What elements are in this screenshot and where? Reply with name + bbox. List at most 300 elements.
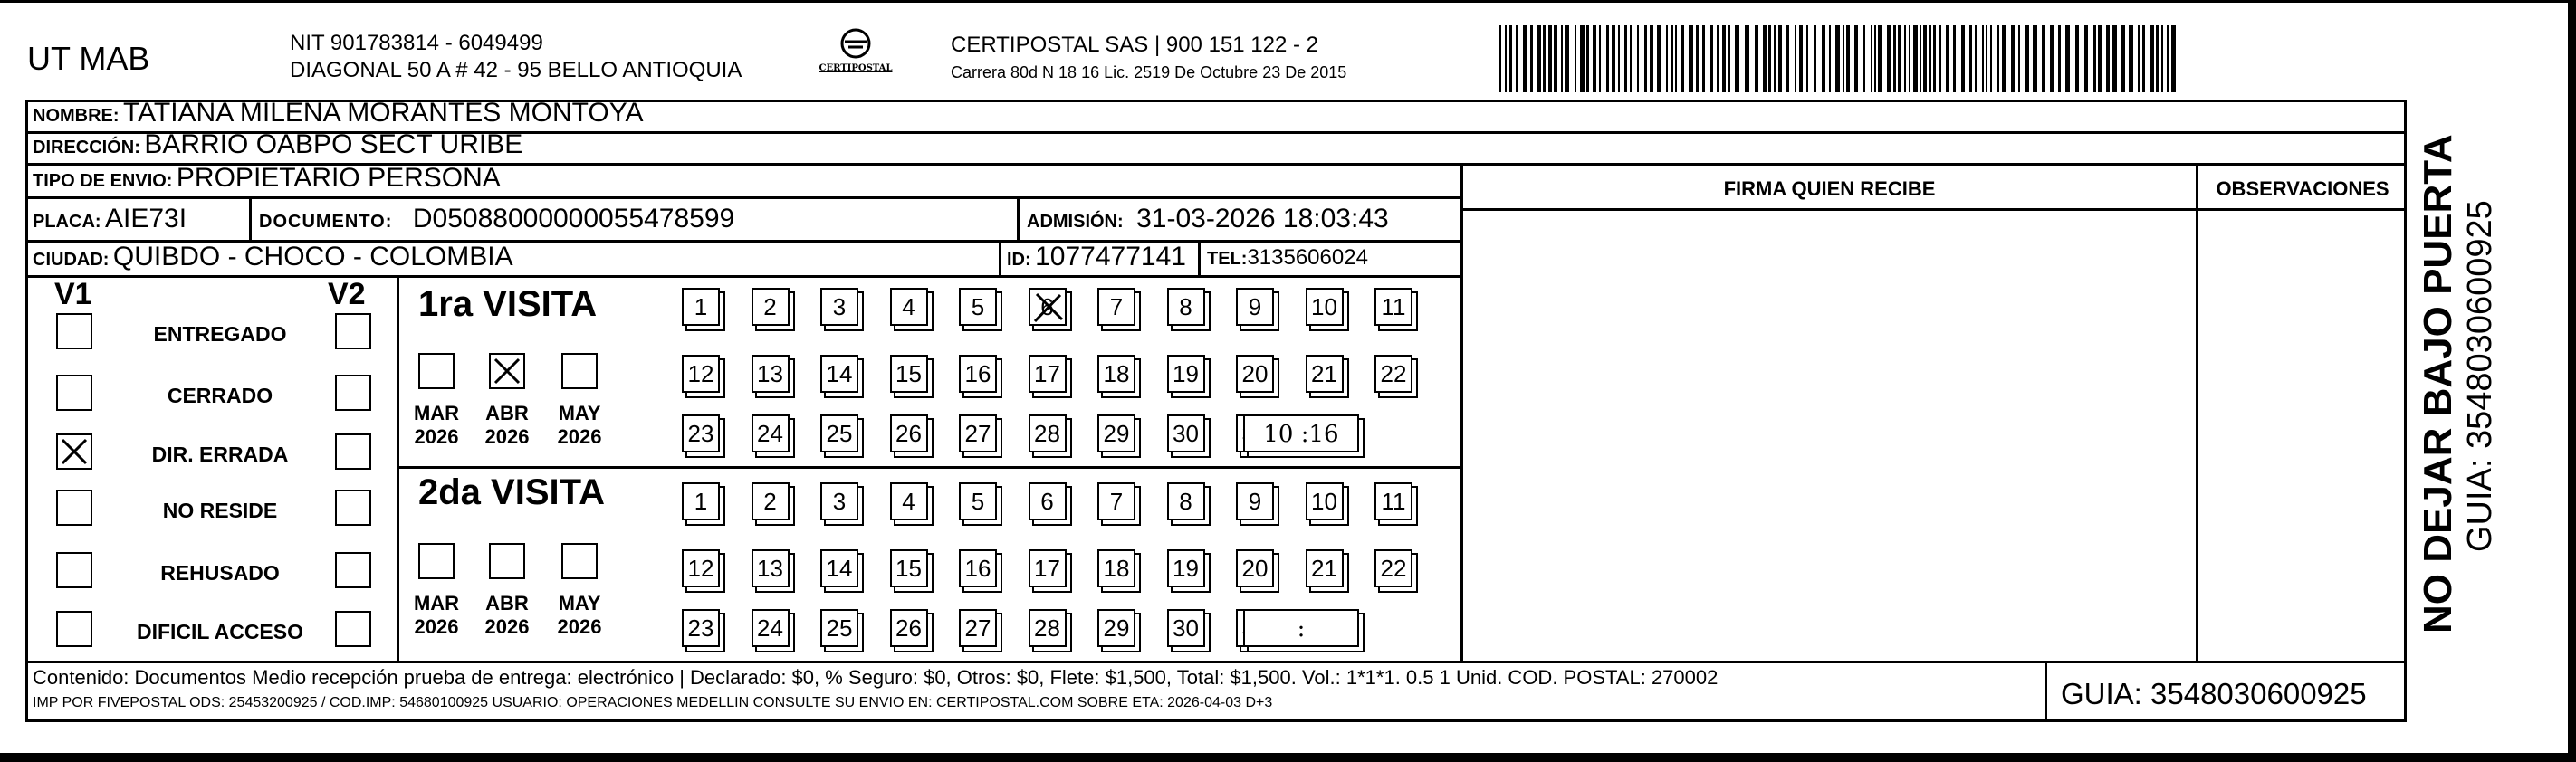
v2-checkbox[interactable] [335,611,371,647]
page-bottom-edge [0,753,2576,762]
barcode-bar [1499,25,1501,92]
day-number: 24 [757,420,783,447]
v1-checkbox[interactable] [56,433,92,470]
barcode-bar [1933,25,1936,92]
day-box[interactable] [959,414,997,452]
day-box[interactable] [1097,482,1135,520]
barcode-bar [1630,25,1632,92]
day-number: 5 [971,293,985,320]
day-box[interactable] [1029,414,1067,452]
day-number: 23 [687,420,714,447]
day-box[interactable] [682,414,720,452]
day-number: 28 [1034,420,1060,447]
day-box[interactable] [1029,609,1067,647]
day-box[interactable] [1097,609,1135,647]
barcode-bar [2167,25,2169,92]
day-box[interactable] [959,609,997,647]
v1-checkbox[interactable] [56,490,92,526]
status-label: DIFICIL ACCESO [136,620,303,643]
barcode-bar [1755,25,1758,92]
day-box[interactable] [1374,355,1412,393]
day-box[interactable] [1306,355,1344,393]
barcode-bar [2093,25,2096,92]
day-box[interactable] [820,355,858,393]
barcode-bar [1675,25,1677,92]
barcode-bar [1530,25,1533,92]
month-year: 2026 [557,425,602,448]
barcode-bar [2018,25,2020,92]
day-box[interactable] [1374,549,1412,587]
day-number: 28 [1034,614,1060,642]
day-number: 9 [1248,293,1262,320]
month-checkbox[interactable] [489,353,525,389]
check-x-icon [58,435,91,468]
day-number: 22 [1380,360,1407,387]
day-number: 12 [687,360,714,387]
day-box[interactable] [959,482,997,520]
day-number: 18 [1103,555,1130,582]
barcode-bar [2033,25,2037,92]
month-label [409,402,464,449]
footer-guia: GUIA: 3548030600925 [2061,677,2367,710]
day-box[interactable] [752,414,790,452]
day-number: 5 [971,488,985,515]
day-number: 12 [687,555,714,582]
barcode-bar [1565,25,1569,92]
barcode-bar [1606,25,1609,92]
barcode-bar [1929,25,1931,92]
barcode-bar [1509,25,1512,92]
month-label [480,592,534,639]
day-number: 24 [757,614,783,642]
day-box[interactable] [1097,288,1135,326]
day-box[interactable] [752,482,790,520]
day-box[interactable] [820,609,858,647]
barcode-bar [1717,25,1719,92]
day-number: 26 [895,614,922,642]
barcode-bar [1722,25,1726,92]
day-number: 30 [1173,420,1199,447]
tipo-row [33,163,501,194]
barcode-bar [1843,25,1844,92]
day-box[interactable] [1236,482,1274,520]
day-number: 27 [964,614,991,642]
day-box[interactable] [682,549,720,587]
month-year: 2026 [414,615,459,638]
admission-value: 31-03-2026 18:03:43 [1136,204,1389,233]
day-box[interactable] [1097,549,1135,587]
month-year: 2026 [484,425,530,448]
day-number: 22 [1380,555,1407,582]
barcode-bar [2106,25,2110,92]
barcode-bar [2171,25,2176,92]
barcode-bar [1505,25,1507,92]
day-box[interactable] [752,355,790,393]
day-box[interactable] [959,549,997,587]
day-number: 23 [687,614,714,642]
day-number: 11 [1381,293,1406,320]
signature-area[interactable] [1463,211,2196,661]
nombre-row [33,98,644,129]
v2-header: V2 [328,277,366,311]
barcode-bar [1774,25,1776,92]
page-right-edge [2568,0,2576,762]
day-box[interactable] [752,549,790,587]
barcode-bar [1806,25,1808,92]
barcode-bar [1735,25,1739,92]
day-box[interactable] [1167,609,1205,647]
barcode-bar [2156,25,2159,92]
day-box[interactable] [890,609,928,647]
barcode-bar [1580,25,1585,92]
month-checkbox[interactable] [561,543,598,579]
barcode-bar [2138,25,2140,92]
day-box[interactable] [1029,355,1067,393]
month-name: MAY [558,402,601,424]
barcode-bar [1997,25,1999,92]
day-box[interactable] [1167,549,1205,587]
day-box[interactable] [890,355,928,393]
barcode-bar [1543,25,1546,92]
barcode-bar [2058,25,2061,92]
barcode-bar [2112,25,2117,92]
barcode-bar [1599,25,1601,92]
day-number: 19 [1173,360,1199,387]
day-box[interactable] [959,288,997,326]
barcode-bar [1898,25,1901,92]
barcode-bar [1637,25,1639,92]
day-number: 17 [1034,555,1060,582]
barcode-bar [1799,25,1803,92]
barcode-bar [1548,25,1552,92]
barcode-bar [1575,25,1576,92]
day-number: 2 [763,488,777,515]
day-box[interactable] [1236,288,1274,326]
v1-header: V1 [54,277,92,311]
barcode-bar [1969,25,1972,92]
barcode-bar [2042,25,2045,92]
day-number: 21 [1311,360,1337,387]
day-number: 3 [832,293,847,320]
v2-checkbox[interactable] [335,490,371,526]
barcode-bar [1745,25,1749,92]
status-label: CERRADO [167,384,273,407]
v2-checkbox[interactable] [335,433,371,470]
barcode-bar [1554,25,1557,92]
day-box[interactable] [682,288,720,326]
month-name: MAR [413,592,460,614]
month-name: MAR [413,402,460,424]
day-number: 15 [895,555,922,582]
observations-area[interactable] [2198,211,2407,661]
day-number: 30 [1173,614,1199,642]
status-label: DIR. ERRADA [151,443,289,466]
barcode-bar [1786,25,1789,92]
time-box[interactable] [1243,414,1359,452]
day-box[interactable] [752,288,790,326]
barcode-bar [1586,25,1589,92]
document-value: D05088000000055478599 [412,204,735,233]
recipient-address: BARRIO OABPO SECT URIBE [144,129,523,159]
day-number: 3 [832,488,847,515]
barcode-bar [1990,25,1992,92]
day-number: 7 [1109,293,1124,320]
barcode-bar [1795,25,1796,92]
day-box[interactable] [1097,414,1135,452]
barcode-bar [2129,25,2133,92]
barcode-bar [2084,25,2088,92]
status-label: ENTREGADO [153,322,287,346]
day-box[interactable] [1029,288,1067,326]
day-number: 16 [964,555,991,582]
barcode-bar [1778,25,1782,92]
certipostal-logo-icon [815,25,896,89]
observaciones-header: OBSERVACIONES [2216,177,2389,200]
barcode-bar [1814,25,1816,92]
v1-checkbox[interactable] [56,313,92,349]
day-box[interactable] [1167,288,1205,326]
barcode-bar [1696,25,1699,92]
day-box[interactable] [820,414,858,452]
barcode-bar [1612,25,1615,92]
barcode-bar [1516,25,1518,92]
day-number: 29 [1103,420,1130,447]
barcode-bar [2025,25,2029,92]
barcode-bar [1728,25,1730,92]
month-checkbox[interactable] [561,353,598,389]
header [0,0,2390,100]
day-number: 20 [1241,360,1269,387]
barcode-bar [1593,25,1596,92]
tel-label: TEL: [1207,249,1248,269]
day-box[interactable] [820,288,858,326]
month-checkbox[interactable] [489,543,525,579]
barcode-bar [1913,25,1918,92]
day-number: 13 [757,555,783,582]
page-top-edge [0,0,2576,3]
month-label [552,402,607,449]
day-number: 9 [1248,488,1262,515]
barcode-bar [1657,25,1661,92]
day-number: 1 [694,488,708,515]
barcode-bar [1650,25,1653,92]
day-number: 8 [1179,488,1192,515]
barcode-bar [1909,25,1910,92]
barcode-bar [2075,25,2079,92]
barcode-bar [1702,25,1705,92]
barcode-bar [1946,25,1949,92]
tel-row [1207,245,1368,271]
v1-checkbox[interactable] [56,552,92,588]
month-year: 2026 [414,425,459,448]
barcode-bar [1822,25,1825,92]
documento-label: DOCUMENTO: [259,212,393,232]
day-box[interactable] [1029,549,1067,587]
placa-label: PLACA: [33,212,101,232]
month-name: MAY [558,592,601,614]
day-number: 25 [826,420,853,447]
barcode-bar [1561,25,1563,92]
barcode-bar [1681,25,1684,92]
visit2-title: 2da VISITA [418,472,605,512]
certipostal-license: Carrera 80d N 18 16 Lic. 2519 De Octubre 23 De 2015 [951,63,1347,81]
v2-checkbox[interactable] [335,375,371,411]
time-box[interactable] [1243,609,1359,647]
barcode-bar [1523,25,1527,92]
direccion-row [33,129,522,160]
barcode-bar [1887,25,1891,92]
month-label [552,592,607,639]
id-row [1007,242,1186,272]
barcode-bar [1768,25,1771,92]
barcode-bar [2050,25,2054,92]
barcode-bar [2065,25,2070,92]
barcode-bar [1939,25,1941,92]
company-name: UT MAB [27,40,150,77]
day-number: 6 [1040,293,1054,320]
id-value: 1077477141 [1035,242,1186,271]
day-number: 11 [1381,488,1406,515]
day-box[interactable] [890,414,928,452]
barcode-bar [2011,25,2015,92]
day-number: 6 [1040,488,1054,515]
v2-checkbox[interactable] [335,313,371,349]
visit1-title: 1ra VISITA [418,284,598,324]
day-box[interactable] [1236,549,1274,587]
barcode-bar [1961,25,1965,92]
v1-checkbox[interactable] [56,611,92,647]
placa-row [33,204,187,234]
barcode-bar [1763,25,1767,92]
day-box[interactable] [1167,355,1205,393]
day-number: 7 [1109,488,1124,515]
status-label: REHUSADO [160,561,280,585]
admision-row [1027,204,1389,234]
certipostal-info: CERTIPOSTAL SAS | 900 151 122 - 2 [951,33,1318,57]
nombre-label: NOMBRE: [33,106,120,126]
day-box[interactable] [682,355,720,393]
day-box[interactable] [1029,482,1067,520]
day-number: 14 [826,360,853,387]
day-box[interactable] [1306,549,1344,587]
barcode-bar [1618,25,1620,92]
status-label: NO RESIDE [162,499,278,522]
barcode-bar [1710,25,1713,92]
barcode-bar [1666,25,1668,92]
city-value: QUIBDO - CHOCO - COLOMBIA [112,242,513,271]
sender-address: DIAGONAL 50 A # 42 - 95 BELLO ANTIOQUIA [290,58,742,82]
day-box[interactable] [1167,482,1205,520]
day-box[interactable] [1374,482,1412,520]
day-box[interactable] [890,549,928,587]
barcode-bar [1923,25,1927,92]
barcode-bar [1835,25,1840,92]
barcode-bar [1982,25,1984,92]
barcode-bar [1893,25,1896,92]
v2-checkbox[interactable] [335,552,371,588]
firma-header: FIRMA QUIEN RECIBE [1723,177,1936,200]
certipostal-logo [815,25,896,89]
day-box[interactable] [1374,288,1412,326]
day-number: 29 [1103,614,1130,642]
barcode-bar [1644,25,1647,92]
day-number: 14 [826,555,853,582]
barcode-bar [1854,25,1858,92]
barcode-bar [1863,25,1865,92]
barcode-bar [2098,25,2102,92]
barcode-bar [2142,25,2145,92]
day-box[interactable] [1236,355,1274,393]
ciudad-row [33,242,513,272]
time-value: 10 :16 [1263,421,1339,448]
day-box[interactable] [682,609,720,647]
barcode-bar [1846,25,1850,92]
shipment-type: PROPIETARIO PERSONA [176,163,501,193]
barcode-bar [1871,25,1872,92]
day-box[interactable] [1097,355,1135,393]
admision-label: ADMISIÓN: [1027,212,1124,232]
day-box[interactable] [1167,414,1205,452]
month-checkbox[interactable] [418,353,455,389]
day-number: 2 [763,293,777,320]
day-number: 18 [1103,360,1130,387]
day-box[interactable] [890,482,928,520]
day-number: 21 [1311,555,1337,582]
barcode-bar [1874,25,1876,92]
day-box[interactable] [682,482,720,520]
day-box[interactable] [752,609,790,647]
day-number: 26 [895,420,922,447]
recipient-name: TATIANA MILENA MORANTES MONTOYA [123,98,644,128]
day-box[interactable] [1306,288,1344,326]
day-number: 19 [1173,555,1199,582]
barcode-bar [1953,25,1956,92]
barcode-bar [2121,25,2125,92]
day-box[interactable] [890,288,928,326]
barcode [1499,25,2178,92]
footer-contenido: Contenido: Documentos Medio recepción prueba de entrega: electrónico | Declarado: $0, % Seguro: $0, Otros: $0, Flete: $1,500, Total: $1,500. Vol.: 1*1*1. 0.5 1 Unid. COD. POSTAL: 270002 [33,666,1719,689]
month-label [409,592,464,639]
tel-value: 3135606024 [1247,245,1368,270]
barcode-bar [1624,25,1627,92]
day-number: 27 [964,420,991,447]
month-year: 2026 [557,615,602,638]
barcode-bar [1878,25,1882,92]
barcode-bar [1537,25,1541,92]
check-x-icon [491,355,523,387]
barcode-bar [1904,25,1906,92]
day-number: 4 [902,293,915,320]
barcode-bar [1689,25,1693,92]
barcode-bar [1829,25,1831,92]
day-box[interactable] [959,355,997,393]
day-box[interactable] [1306,482,1344,520]
barcode-bar [2150,25,2154,92]
day-box[interactable] [820,549,858,587]
id-label: ID: [1007,250,1031,270]
month-label [480,402,534,449]
day-box[interactable] [820,482,858,520]
month-checkbox[interactable] [418,543,455,579]
day-number: 4 [902,488,915,515]
time-value: : [1297,615,1306,643]
barcode-bar [1920,25,1921,92]
barcode-bar [1986,25,1987,92]
v1-checkbox[interactable] [56,375,92,411]
logo-text: CERTIPOSTAL [819,63,893,73]
day-number: 20 [1241,555,1269,582]
day-number: 16 [964,360,991,387]
